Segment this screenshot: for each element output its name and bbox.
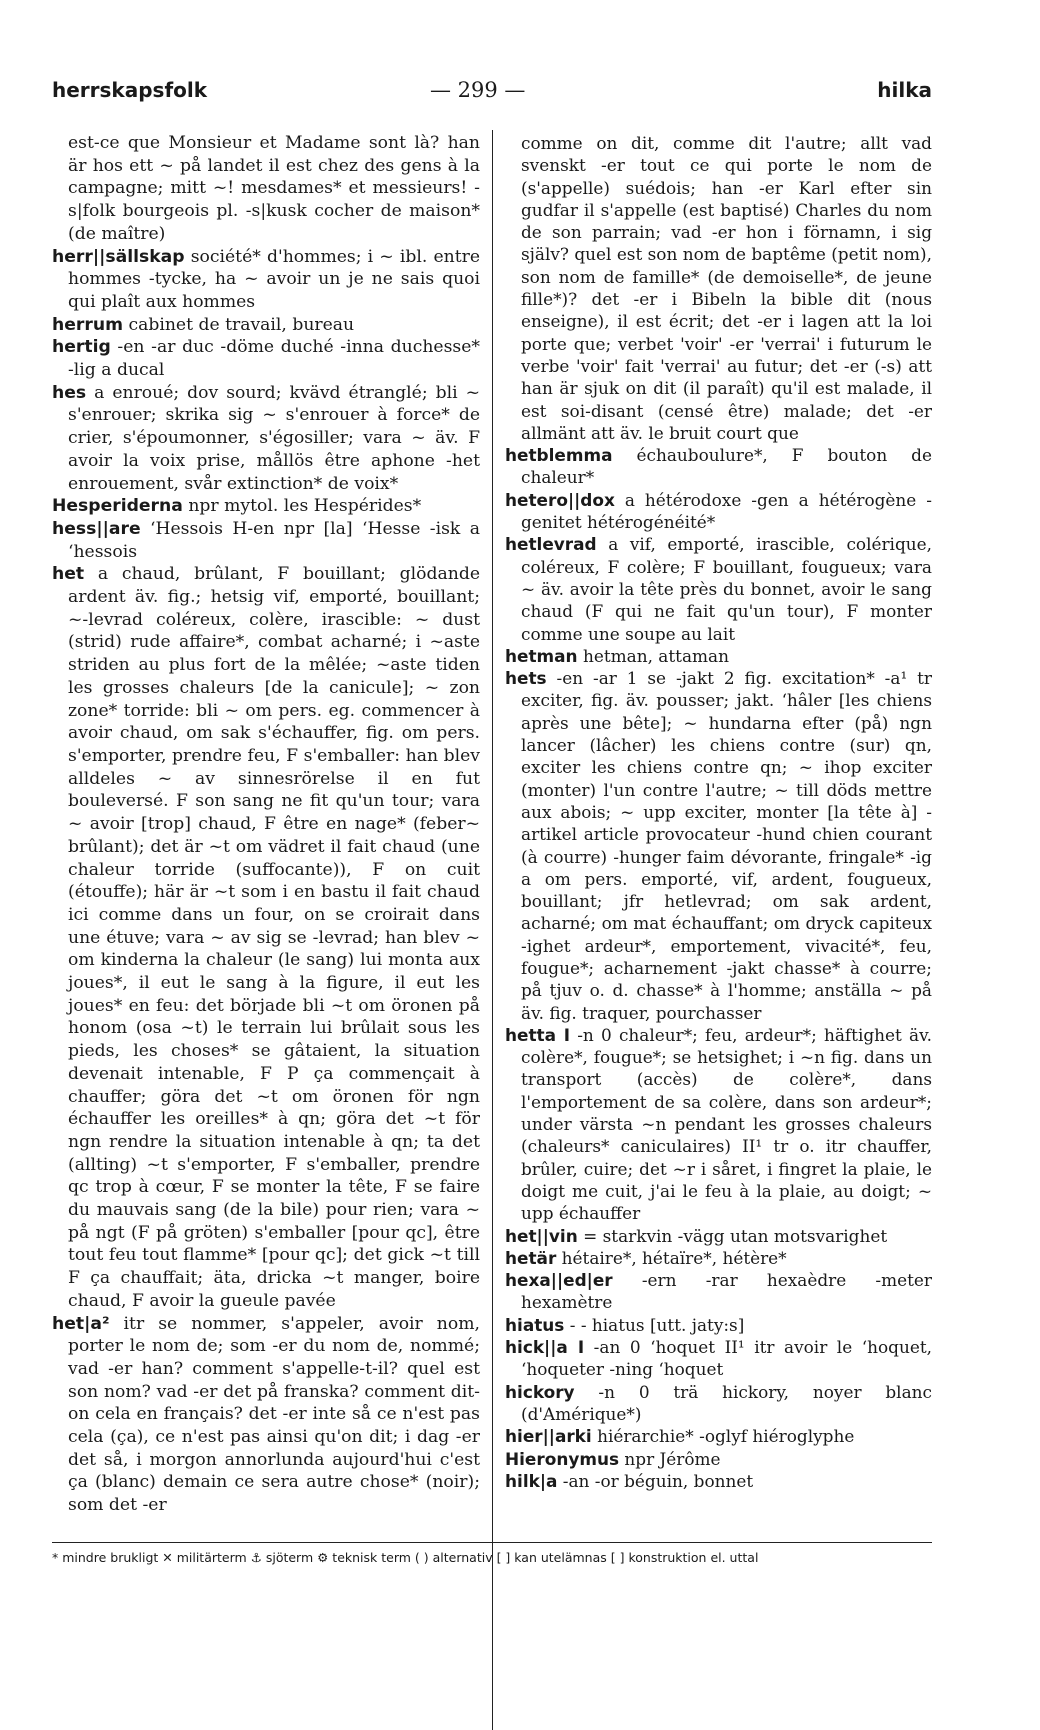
dictionary-entry [505,1336,932,1381]
dictionary-entry [505,533,932,644]
dictionary-entry [505,1381,932,1426]
definition-text: société* d'hommes; i ~ ibl. entre hommes -tycke, ha ~ avoir un je ne sais quoi qui plaît aux hommes [68,246,480,312]
continued-entry [505,132,932,444]
column-divider [492,130,493,1730]
dictionary-entry [505,444,932,489]
right-column [505,132,932,1492]
headword: hickory [505,1381,575,1402]
dictionary-entry [505,1225,932,1247]
definition-text: a vif, emporté, irascible, colérique, coléreux, F colère; F bouillant, fougueux; vara ~ äv. avoir la tête près du bonnet, avoir le sang chaud (F qui ne fait qu'un tour), F monter comme une soupe au lait [521,534,932,644]
dictionary-entry [52,495,480,518]
headword: hess||are [52,518,141,539]
headword: het||vin [505,1225,578,1246]
definition-text: comme on dit, comme dit l'autre; allt vad svenskt -er tout ce qui porte le nom de (s'appelle) suédois; han -er Karl efter sin gudfar il s'appelle (est baptisé) Charles du nom de son parrain; vad -er hon i förnamn, i sig själv? quel est son nom de baptême (petit nom), son nom de famille* (de demoiselle*, de jeune fille*)? det -er i Bibeln la bible dit (nous enseigne), il est écrit; det -er i lagen att la loi porte que; verbet 'voir' -er 'verrai' i futurum le verbe 'voir' fait 'verrai' au futur; det -er (-s) att han är sjuk on dit (il paraît) qu'il est malade, il est soi-disant (censé être) malade; det -er allmänt att äv. le bruit court que [521,133,932,443]
definition-text: - - hiatus [utt. jaty:s] [564,1314,745,1335]
dictionary-entry [505,645,932,667]
headword: hilk|a [505,1470,558,1491]
headword: het [52,564,85,585]
continued-entry [52,132,480,246]
headword: hetman [505,645,578,666]
definition-text: -en -ar 1 se -jakt 2 fig. excitation* -a¹ tr exciter, fig. äv. pousser; jakt. ʻhâler [les chiens après une bête]; ~ hundarna efter (på) ngn lancer (lâcher) les chiens contre (sur) qn, exciter les chiens contre qn; ~ ihop exciter (monter) l'un contre l'autre; ~ till döds mettre aux abois; ~ upp exciter, monter [la tête à] -artikel article provocateur -hund chien courant (à courre) -hunger faim dévorante, fringale* -ig a om pers. emporté, vif, ardent, fougueux, bouillant; jfr hetlevrad; om sak ardent, acharné; om mat échauffant; om dryck capiteux -ighet ardeur*, emportement, vivacité*, feu, fougue*; acharnement -jakt chasse* à courre; på tjuv o. d. chasse* à l'homme; anställa ~ på äv. fig. traquer, pourchasser [521,668,932,1023]
left-column [52,132,480,1517]
dictionary-entry [52,336,480,381]
dictionary-entry [52,518,480,563]
headword: hets [505,668,547,689]
definition-text: cabinet de travail, bureau [123,314,355,335]
headword: hes [52,382,87,403]
dictionary-entry [52,382,480,496]
dictionary-entry [505,667,932,1024]
headword: hexa||ed|er [505,1270,613,1291]
headword: hiatus [505,1314,565,1335]
dictionary-entry [505,489,932,534]
header-first-word: herrskapsfolk [52,78,208,102]
definition-text: échauboulure*, F bouton de chaleur* [521,445,932,488]
dictionary-entry [52,1313,480,1517]
definition-text: -ern -rar hexaèdre -meter hexamètre [521,1270,932,1313]
headword: hetero||dox [505,489,615,510]
headword: herrum [52,314,123,335]
definition-text: a enroué; dov sourd; kvävd étranglé; bli ~ s'enrouer; skrika sig ~ s'enrouer à force* de crier, s'époumonner, s'égosiller; vara ~ äv. F avoir la voix prise, mållös être aphone -het enrouement, svår extinction* de voix* [68,382,480,494]
dictionary-entry [52,246,480,314]
dictionary-entry [505,1448,932,1470]
definition-text: a chaud, brûlant, F bouillant; glödande ardent äv. fig.; hetsig vif, emporté, bouillant; ~-levrad coléreux, colère, irascible: ~ dust (strid) rude affaire*, combat acharné; i ~aste striden au plus fort de la mêlée; ~aste tiden les grosses chaleurs [de la canicule]; ~ zon zone* torride: bli ~ om pers. eg. commencer à avoir chaud, om sak s'échauffer, fig. om pers. s'emporter, prendre feu, F s'emballer: han blev alldeles ~ av sinnesrörelse il en fut bouleversé. F son sang ne fit qu'un tour; vara ~ avoir [trop] chaud, F être en nage* (feber~ brûlant); det är ~t om vädret il fait chaud (une chaleur torride (suffocante)), F on cuit (étouffe); här är ~t som i en bastu il fait chaud ici comme dans un four, on se croirait dans une étuve; vara ~ av sig se -levrad; han blev ~ om kinderna la chaleur (le sang) lui monta aux joues*, il eut le sang à la figure, il eut les joues* en feu: det började bli ~t om öronen på honom (osa ~t) le terrain lui brûlait sous les pieds, les choses* se gâtaient, la situation devenait intenable, F P ça commençait à chauffer; göra det ~t om öronen för ngn échauffer les oreilles* à qn; göra det ~t för ngn rendre la situation intenable à qn; ta det (allting) ~t s'emporter, F s'emballer, prendre qc trop à cœur, F se monter la tête, F se faire du mauvais sang (de la bile) pour rien; vara ~ på ngt (F på gröten) s'emballer [pour qc], être tout feu tout flamme* [pour qc]; det gick ~t till F ça chauffait; äta, dricka ~t manger, boire chaud, F avoir la gueule pavée [68,564,480,1311]
definition-text: hiérarchie* -oglyf hiéroglyphe [591,1426,855,1447]
dictionary-entry [505,1425,932,1447]
dictionary-entry [505,1269,932,1314]
definition-text: -n 0 chaleur*; feu, ardeur*; häftighet äv. colère*, fougue*; se hetsighet; i ~n fig. dans un transport (accès) de colère*, dans l'emportement de sa colère, dans son ardeur*; under värsta ~n pendant les grosses chaleurs (chaleurs* caniculaires) II¹ tr o. itr chauffer, brûler, cuire; det ~r i såret, i fingret la plaie, le doigt me cuit, j'ai le feu à la plaie, au doigt; ~ upp échauffer [521,1024,932,1224]
definition-text: itr se nommer, s'appeler, avoir nom, porter le nom de; som -er du nom de, nommé; vad -er han? comment s'appelle-t-il? quel est son nom? vad -er det på franska? comment dit-on cela en français? det -er inte så ce n'est pas cela (ça), ce n'est pas ainsi qu'on dit; i dag -er det så, i morgon annorlunda aujourd'hui c'est ça (blanc) demain ce sera autre chose* (noir); som det -er [68,1313,480,1516]
definition-text: npr Jérôme [619,1448,721,1469]
headword: Hieronymus [505,1448,620,1469]
definition-text: a hétérodoxe -gen a hétérogène -genitet hétérogénéité* [521,489,932,533]
definition-text: -n 0 trä hickory, noyer blanc (d'Amérique*) [521,1381,932,1424]
definition-text: -an -or béguin, bonnet [557,1470,754,1491]
definition-text: hétaire*, hétaïre*, hétère* [556,1247,787,1268]
definition-text: hetman, attaman [577,645,729,666]
headword: herr||sällskap [52,246,185,267]
dictionary-entry [52,314,480,337]
dictionary-entry [505,1024,932,1225]
headword: Hesperiderna [52,496,183,517]
dictionary-entry [52,563,480,1312]
dictionary-entry [505,1314,932,1336]
dictionary-entry [505,1470,932,1492]
headword: hetlevrad [505,534,597,555]
headword: hetär [505,1247,557,1268]
footer-rule [52,1542,932,1543]
headword: hier||arki [505,1426,592,1447]
header-last-word: hilka [877,78,932,102]
headword: hertig [52,337,111,358]
definition-text: -an 0 ʻhoquet II¹ itr avoir le ʻhoquet, ʻhoqueter -ning ʻhoquet [521,1337,932,1380]
headword: hick||a I [505,1337,585,1358]
definition-text: npr mytol. les Hespérides* [182,496,422,517]
definition-text: = starkvin -vägg utan motsvarighet [577,1225,888,1246]
dictionary-entry [505,1247,932,1269]
definition-text: ʻHessois H-en npr [la] ʻHesse -isk a ʻhessois [68,518,480,562]
definition-text: est-ce que Monsieur et Madame sont là? han är hos ett ~ på landet il est chez des gens à la campagne; mitt ~! mesdames* et messieurs! -s|folk bourgeois pl. -s|kusk cocher de maison* (de maître) [68,133,480,244]
abbreviation-legend: * mindre brukligt ✕ militärterm ⚓ sjöterm ⚙ teknisk term ( ) alternativ [ ] kan utelämnas [ ] konstruktion el. uttal [52,1550,759,1565]
page-header [52,78,932,110]
headword: hetta I [505,1024,571,1045]
headword: hetblemma [505,445,613,466]
definition-text: -en -ar duc -döme duché -inna duchesse* -lig a ducal [68,337,480,381]
headword: het|a² [52,1313,110,1334]
page-number: — 299 — [430,78,526,102]
